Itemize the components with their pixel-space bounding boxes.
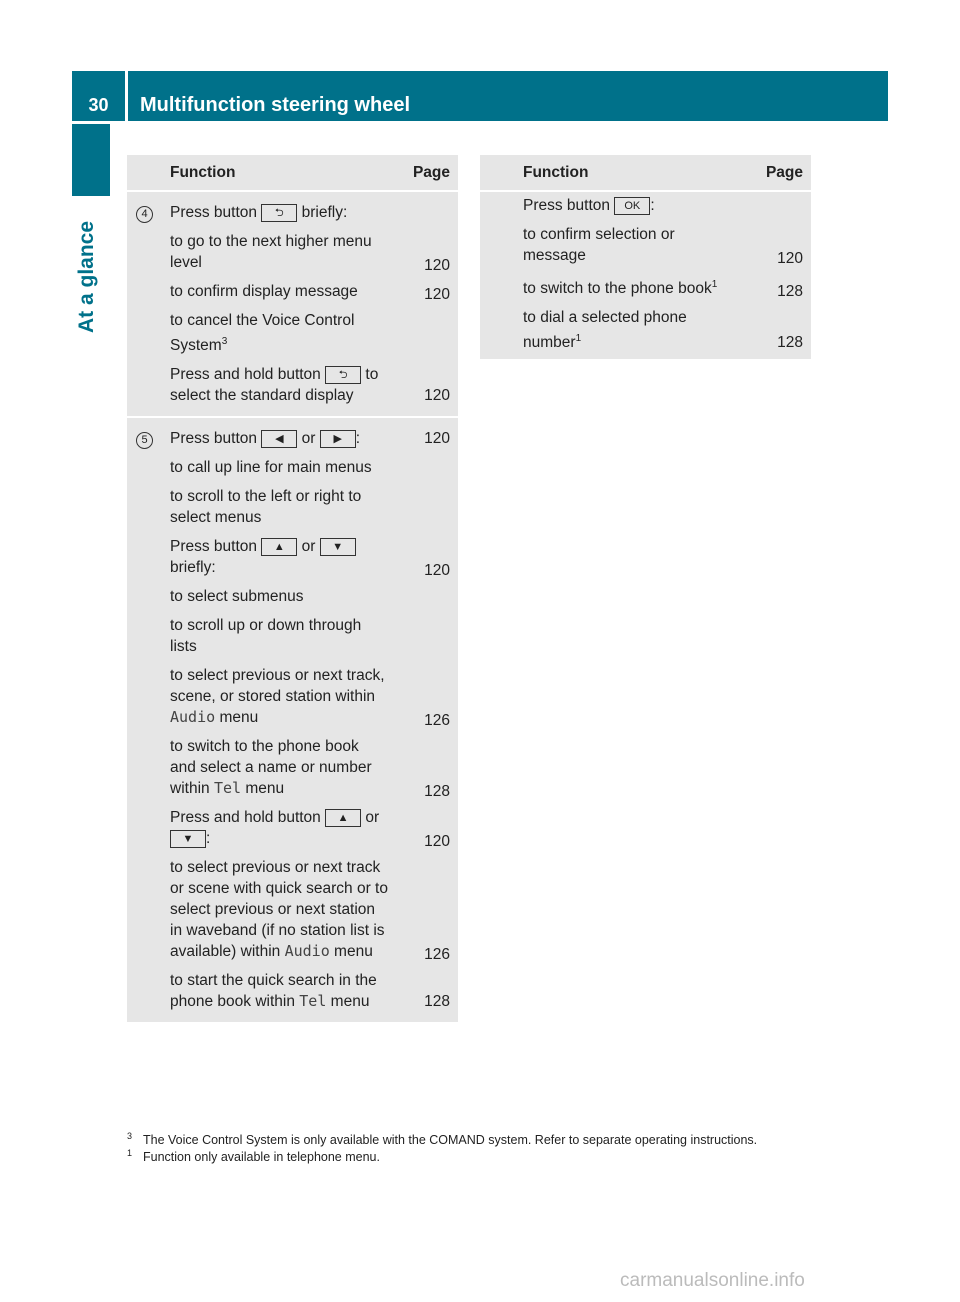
page-ref: 126 bbox=[396, 852, 458, 965]
header-divider bbox=[125, 71, 128, 121]
page-ref: 128 bbox=[749, 269, 811, 302]
ok-key-icon: OK bbox=[614, 197, 650, 215]
col-marker bbox=[127, 155, 162, 191]
function-cell: to confirm display message bbox=[162, 276, 396, 305]
function-cell: Press button OK : bbox=[515, 191, 749, 219]
function-table-left bbox=[127, 155, 458, 1022]
marker-cell bbox=[127, 191, 162, 417]
footnote: 1 Function only available in telephone menu. bbox=[127, 1148, 380, 1164]
marker-cell bbox=[127, 417, 162, 1022]
function-cell: Press button ▲ or ▼ briefly: bbox=[162, 531, 396, 581]
function-cell: to start the quick search in the phone book within Tel menu bbox=[162, 965, 396, 1022]
function-cell: to confirm selection or message bbox=[515, 219, 749, 269]
page-ref: 120 bbox=[396, 802, 458, 852]
back-arrow-icon: ⮌ bbox=[325, 366, 361, 384]
page-ref: 120 bbox=[749, 219, 811, 269]
function-cell: to go to the next higher menu level bbox=[162, 226, 396, 276]
back-arrow-icon: ⮌ bbox=[261, 204, 297, 222]
function-cell: Press and hold button ▲ or ▼ : bbox=[162, 802, 396, 852]
page-ref: 120 bbox=[396, 417, 458, 452]
arrow-left-icon: ◀ bbox=[261, 430, 297, 448]
function-cell: Press button ◀ or ▶ : bbox=[162, 417, 396, 452]
arrow-right-icon: ▶ bbox=[320, 430, 356, 448]
marker-5: 5 bbox=[136, 432, 153, 449]
col-function: Function bbox=[162, 155, 396, 191]
function-cell: to select submenus bbox=[162, 581, 396, 610]
marker-cell bbox=[480, 191, 515, 359]
arrow-up-icon: ▲ bbox=[325, 809, 361, 827]
function-cell: Press and hold button ⮌ to select the standard display bbox=[162, 359, 396, 417]
footnotes bbox=[127, 1132, 827, 1166]
page-ref: 120 bbox=[396, 359, 458, 417]
function-cell: to scroll up or down through lists bbox=[162, 610, 396, 660]
page-title: Multifunction steering wheel bbox=[140, 94, 411, 116]
col-page: Page bbox=[396, 155, 458, 191]
arrow-up-icon: ▲ bbox=[261, 538, 297, 556]
col-page: Page bbox=[749, 155, 811, 191]
footnote-ref: 3 bbox=[221, 336, 228, 347]
function-cell: to cancel the Voice Control System$^3$ bbox=[162, 305, 396, 359]
function-cell: to switch to the phone book$^1$ bbox=[515, 269, 749, 302]
arrow-down-icon: ▼ bbox=[320, 538, 356, 556]
page-ref: 120 bbox=[396, 226, 458, 276]
footnote-ref: 1 bbox=[711, 279, 718, 290]
footnote-ref: 1 bbox=[575, 333, 582, 345]
function-cell: to select previous or next track or scene with quick search or to select previous or next station in waveband (if no station list is available) within Audio menu bbox=[162, 852, 396, 965]
arrow-down-icon: ▼ bbox=[170, 830, 206, 848]
page-header bbox=[72, 71, 888, 121]
page-ref: 120 bbox=[396, 531, 458, 581]
marker-4: 4 bbox=[136, 206, 153, 223]
side-section-label: At a glance bbox=[75, 220, 98, 333]
function-cell: to scroll to the left or right to select menus bbox=[162, 481, 396, 531]
function-cell: Press button ⮌ briefly: bbox=[162, 191, 396, 226]
watermark: carmanualsonline.info bbox=[620, 1270, 805, 1291]
function-cell: to call up line for main menus bbox=[162, 452, 396, 481]
page-ref: 120 bbox=[396, 276, 458, 305]
col-marker bbox=[480, 155, 515, 191]
page-ref: 128 bbox=[396, 731, 458, 802]
page-ref: 128 bbox=[749, 302, 811, 359]
page-ref: 126 bbox=[396, 660, 458, 731]
side-tab-block bbox=[72, 124, 110, 196]
page-number: 30 bbox=[88, 95, 109, 115]
page-ref: 128 bbox=[396, 965, 458, 1022]
function-cell: to switch to the phone book and select a name or number within Tel menu bbox=[162, 731, 396, 802]
function-cell: to dial a selected phone number$^1$ bbox=[515, 302, 749, 359]
footnote: 3 The Voice Control System is only available with the COMAND system. Refer to separate operating instructions. bbox=[127, 1131, 758, 1147]
function-table-right bbox=[480, 155, 811, 359]
function-cell: to select previous or next track, scene, or stored station within Audio menu bbox=[162, 660, 396, 731]
col-function: Function bbox=[515, 155, 749, 191]
